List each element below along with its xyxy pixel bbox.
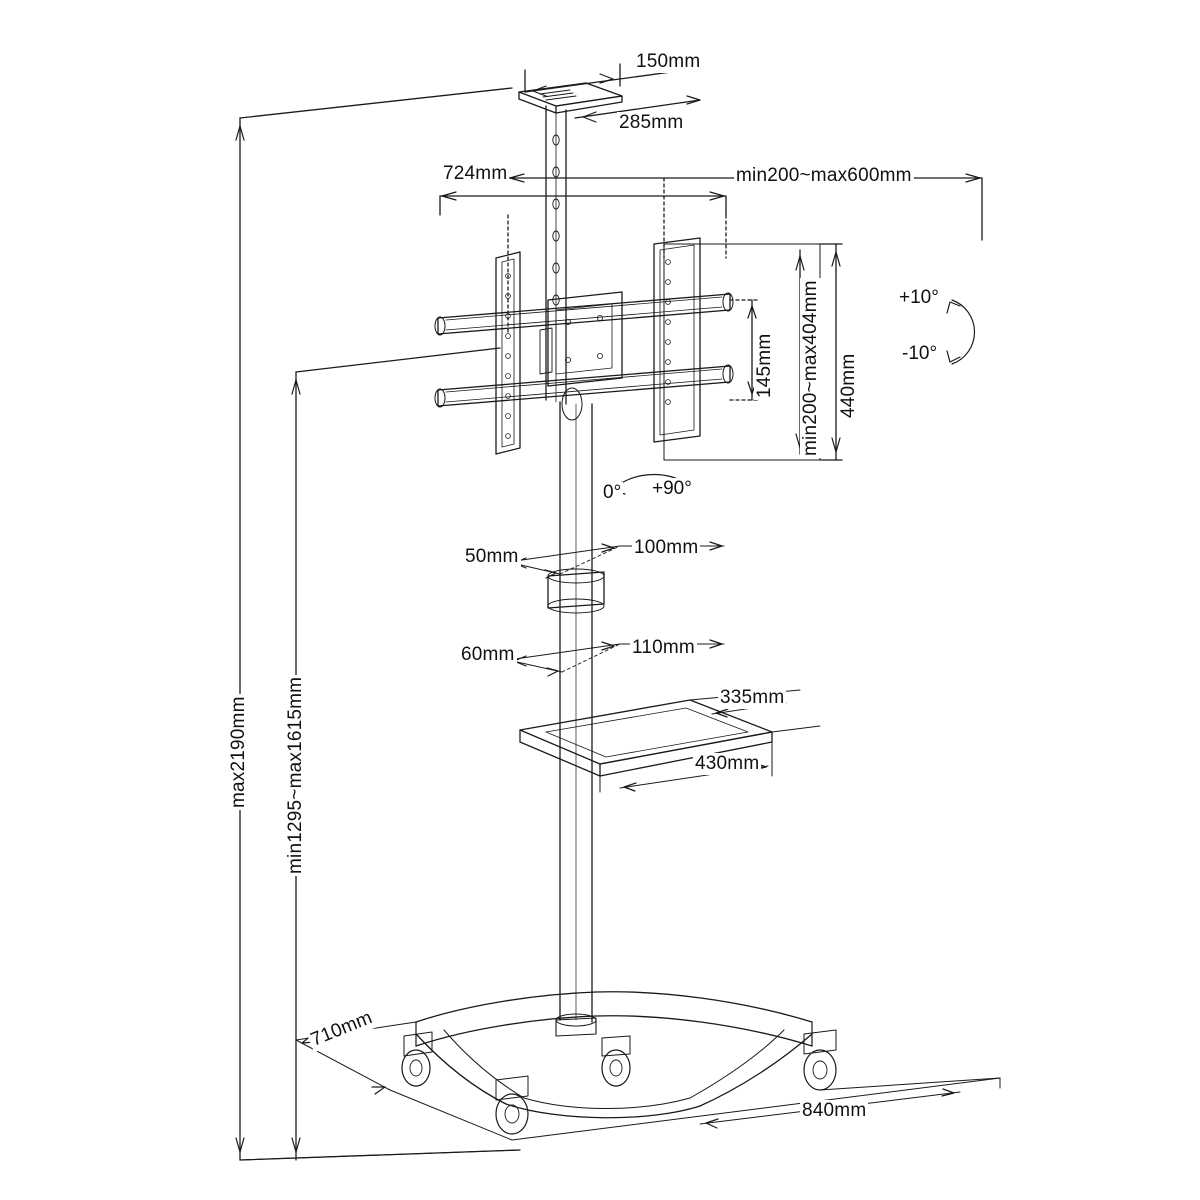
- dim-label-pole-width-upper: 100mm: [634, 537, 699, 558]
- dim-line-110mm: [508, 644, 620, 660]
- caster-right: [804, 1030, 836, 1090]
- top-bracket-edge: [519, 92, 556, 113]
- dim-label-shelf-width: 430mm: [695, 753, 760, 774]
- dim-label-vesa-vertical-range: min200~max404mm: [800, 280, 821, 456]
- dim-label-screen-height-range: min1295~max1615mm: [285, 676, 306, 874]
- dim-label-base-depth: 710mm: [306, 1006, 378, 1052]
- column-foot: [556, 1018, 596, 1036]
- angle-label-rotation-end: +90°: [652, 478, 692, 499]
- dim-label-vesa-horizontal-range: min200~max600mm: [736, 165, 912, 186]
- dim-label-mount-plate-width: 724mm: [443, 163, 508, 184]
- ext-line-screen-height-top: [296, 348, 500, 372]
- top-bracket-plate: [519, 83, 622, 106]
- base-leg-right: [700, 1034, 812, 1106]
- dim-label-shelf-depth: 335mm: [720, 687, 785, 708]
- dim-label-bracket-spacing: 145mm: [754, 333, 775, 398]
- dim-label-top-bracket-depth: 285mm: [619, 112, 684, 133]
- ground-line-front: [512, 1078, 1000, 1140]
- rotation-collar: [562, 388, 582, 420]
- base-rail-rear: [416, 992, 812, 1022]
- angle-label-rotation-start: 0°: [603, 482, 622, 503]
- mount-rail-right: [654, 238, 700, 442]
- dim-label-pole-depth-upper: 50mm: [465, 546, 519, 567]
- dim-label-pole-depth-lower: 60mm: [461, 644, 515, 665]
- ext-base-width-right: [820, 1078, 1000, 1090]
- dim-label-top-bracket-width: 150mm: [636, 51, 701, 72]
- dim-label-total-height: max2190mm: [228, 696, 249, 808]
- dim-label-base-width: 840mm: [802, 1100, 867, 1121]
- angle-label-tilt-up: +10°: [899, 287, 939, 308]
- tilt-arc: [952, 300, 975, 364]
- caster-center-rear: [602, 1036, 630, 1086]
- dim-label-panel-height: 440mm: [838, 353, 859, 418]
- vesa-reference-frame: [664, 244, 820, 460]
- angle-label-tilt-down: -10°: [902, 343, 938, 364]
- base-rail-rear-lower: [416, 1016, 812, 1046]
- dim-line-710mm: [296, 1040, 390, 1090]
- base-rail-front: [506, 1104, 700, 1118]
- caster-front-left: [496, 1076, 528, 1134]
- caster-rear-left: [402, 1032, 432, 1086]
- dim-label-pole-width-lower: 110mm: [632, 637, 695, 658]
- ext-line-total-height-top: [240, 88, 512, 118]
